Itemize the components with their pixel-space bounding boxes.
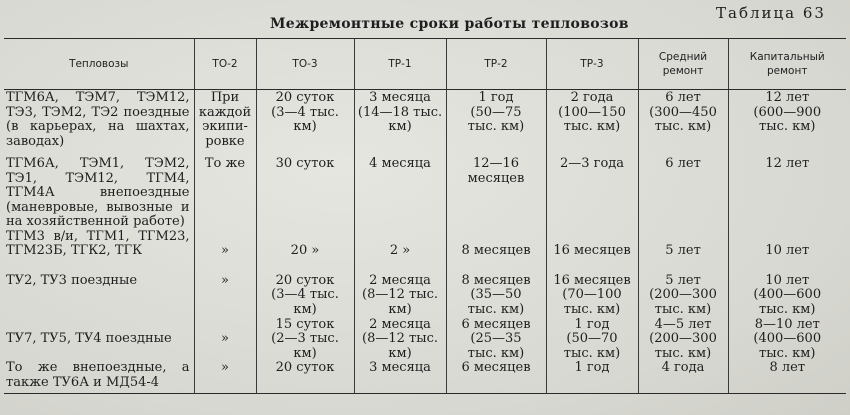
capital-repair-cell: 12 лет	[728, 157, 846, 230]
tr2-cell: 6 месяцев (25—35 тыс. км)	[446, 318, 546, 362]
header-locomotives: Тепловозы	[4, 39, 194, 90]
tr2-cell: 6 месяцев	[446, 361, 546, 394]
table-row	[4, 157, 846, 230]
to2-cell: »	[194, 361, 256, 394]
medium-repair-cell: 4 года	[638, 361, 728, 394]
to3-cell: 20 суток (3—4 тыс. км)	[256, 90, 354, 158]
tr1-cell: 3 месяца (14—18 тыс. км)	[354, 90, 446, 158]
header-capital-repair: Капитальный ремонт	[728, 39, 846, 90]
locomotive-cell: ТГМ6А, ТЭМ7, ТЭМ12, ТЭ3, ТЭМ2, ТЭ2 поездные (в карьерах, на шахтах, заводах)	[6, 90, 190, 149]
table-row	[4, 318, 846, 362]
tr2-cell: 8 месяцев (35—50 тыс. км)	[446, 274, 546, 318]
tr2-cell: 8 месяцев	[446, 230, 546, 274]
tr1-cell: 2 месяца (8—12 тыс. км)	[354, 318, 446, 362]
table-row	[4, 90, 846, 158]
table-number-label: Таблица 63	[716, 4, 826, 22]
table-title: Межремонтные сроки работы тепловозов	[270, 16, 629, 32]
tr1-cell: 2 месяца (8—12 тыс. км)	[354, 274, 446, 318]
to3-cell: 30 суток	[256, 157, 354, 230]
locomotive-cell: ТГМ3 в/и, ТГМ1, ТГМ23, ТГМ23Б, ТГК2, ТГК	[6, 228, 190, 258]
to2-cell: »	[194, 318, 256, 362]
tr1-cell: 2 »	[354, 230, 446, 274]
header-medium-repair: Средний ремонт	[638, 39, 728, 90]
locomotive-cell: ТУ2, ТУ3 поездные	[6, 272, 138, 288]
to3-cell: 20 суток (3—4 тыс. км)	[256, 274, 354, 318]
to2-cell: При каждой экипи- ровке	[194, 90, 256, 158]
capital-repair-cell: 10 лет	[728, 230, 846, 274]
tr1-cell: 4 месяца	[354, 157, 446, 230]
table-row	[4, 274, 846, 318]
tr2-cell: 1 год (50—75 тыс. км)	[446, 90, 546, 158]
capital-repair-cell: 12 лет (600—900 тыс. км)	[728, 90, 846, 158]
header-to2: ТО-2	[194, 39, 256, 90]
header-tr3: ТР-3	[546, 39, 638, 90]
table-row	[4, 361, 846, 394]
tr3-cell: 1 год (50—70 тыс. км)	[546, 318, 638, 362]
capital-repair-cell: 8—10 лет (400—600 тыс. км)	[728, 318, 846, 362]
tr3-cell: 2—3 года	[546, 157, 638, 230]
to2-cell: То же	[194, 157, 256, 230]
to3-cell: 15 суток (2—3 тыс. км)	[256, 318, 354, 362]
maintenance-intervals-table	[4, 38, 846, 394]
header-tr2: ТР-2	[446, 39, 546, 90]
header-tr1: ТР-1	[354, 39, 446, 90]
tr3-cell: 16 месяцев (70—100 тыс. км)	[546, 274, 638, 318]
locomotive-cell: То же внепоездные, а также ТУ6А и МД54-4	[4, 361, 194, 394]
tr2-cell: 12—16 месяцев	[446, 157, 546, 230]
to2-cell: »	[194, 274, 256, 318]
medium-repair-cell: 6 лет (300—450 тыс. км)	[638, 90, 728, 158]
table-row	[4, 230, 846, 274]
table-header-row	[4, 39, 846, 90]
tr3-cell: 2 года (100—150 тыс. км)	[546, 90, 638, 158]
to3-cell: 20 »	[256, 230, 354, 274]
locomotive-cell: ТУ7, ТУ5, ТУ4 поездные	[6, 331, 172, 346]
tr3-cell: 16 месяцев	[546, 230, 638, 274]
locomotive-cell: ТГМ6А, ТЭМ1, ТЭМ2, ТЭ1, ТЭМ12, ТГМ4, ТГМ4А внепоездные (маневровые, вывозные и на хозяйственной работе)	[6, 156, 190, 229]
capital-repair-cell: 8 лет	[728, 361, 846, 394]
header-to3: ТО-3	[256, 39, 354, 90]
tr1-cell: 3 месяца	[354, 361, 446, 394]
medium-repair-cell: 5 лет (200—300 тыс. км)	[638, 274, 728, 318]
medium-repair-cell: 5 лет	[638, 230, 728, 274]
medium-repair-cell: 4—5 лет (200—300 тыс. км)	[638, 318, 728, 362]
to3-cell: 20 суток	[256, 361, 354, 394]
medium-repair-cell: 6 лет	[638, 157, 728, 230]
tr3-cell: 1 год	[546, 361, 638, 394]
capital-repair-cell: 10 лет (400—600 тыс. км)	[728, 274, 846, 318]
to2-cell: »	[194, 230, 256, 274]
